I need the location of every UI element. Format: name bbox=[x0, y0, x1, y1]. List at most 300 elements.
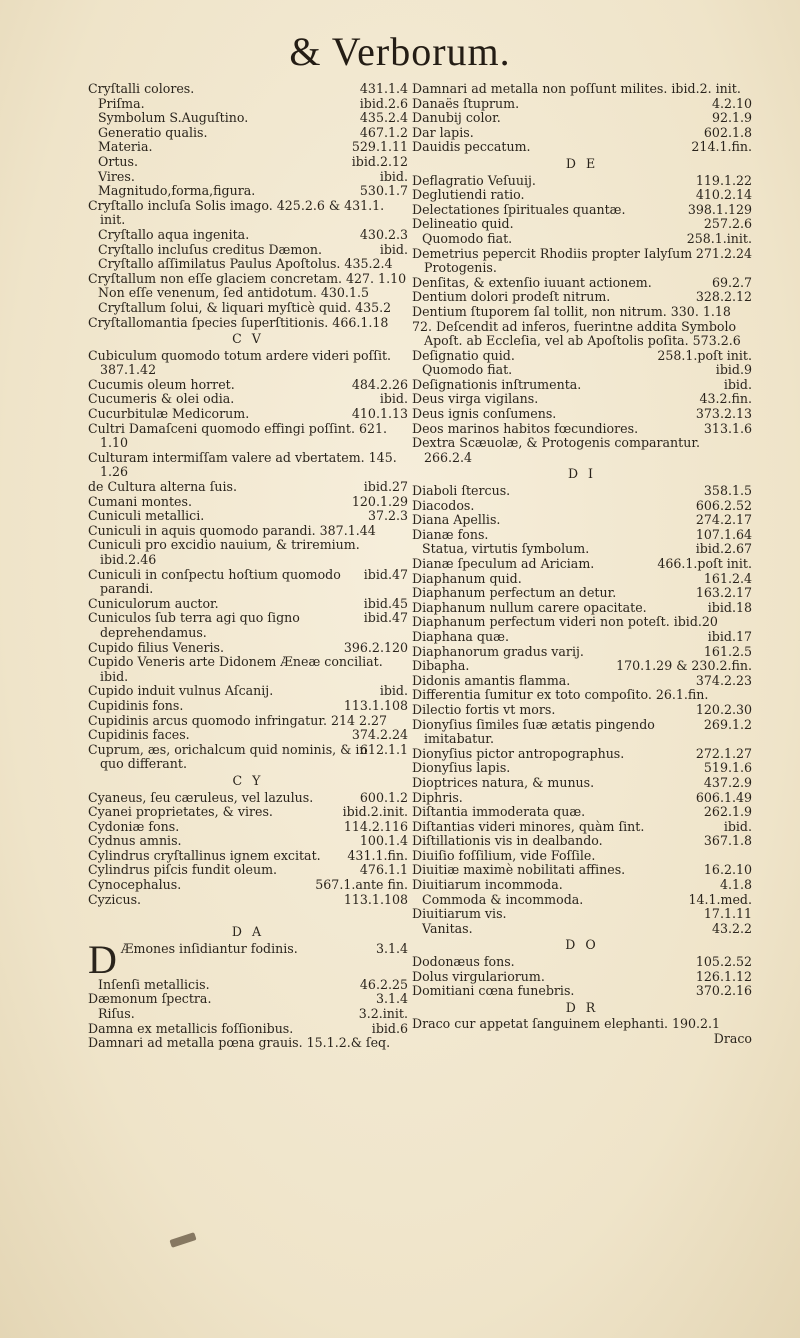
entry-text: Cryſtallo incluſus creditus Dæmon. bbox=[98, 241, 323, 257]
entry-text: Danubij color. bbox=[412, 110, 501, 126]
index-entry bbox=[412, 601, 752, 616]
page-reference: 3.1.4 bbox=[375, 991, 408, 1007]
page-reference: 258.1.init. bbox=[686, 230, 752, 246]
entry-text: Cultri Damaſceni quomodo effingi poſſint. 621. 1.10 bbox=[88, 420, 388, 451]
entry-text: Cryſtallo aqua ingenita. bbox=[98, 226, 250, 242]
entry-text: Cucurbitulæ Medicorum. bbox=[88, 406, 250, 422]
entry-text: Cyzicus. bbox=[88, 891, 142, 907]
page-reference: 272.1.27 bbox=[695, 745, 752, 761]
entry-text: Dianæ fons. bbox=[412, 526, 489, 542]
index-entry bbox=[88, 538, 408, 567]
entry-text: Deos marinos habitos fœcundiores. bbox=[412, 420, 639, 436]
index-entry bbox=[88, 805, 408, 820]
entry-text: Deus virga vigilans. bbox=[412, 391, 539, 407]
entry-text: Deflagratio Veſuuij. bbox=[412, 172, 536, 188]
index-entry bbox=[412, 290, 752, 305]
index-entry bbox=[412, 863, 752, 878]
page-reference: 4.1.8 bbox=[719, 877, 752, 893]
index-entry bbox=[88, 641, 408, 656]
entry-text: Cucumeris & olei odia. bbox=[88, 391, 235, 407]
entry-text: Dionyſius lapis. bbox=[412, 760, 511, 776]
index-entry bbox=[412, 761, 752, 776]
page-reference: 92.1.9 bbox=[711, 110, 752, 126]
entry-text: Ortus. bbox=[98, 153, 138, 169]
index-entry bbox=[412, 659, 752, 674]
index-entry bbox=[412, 436, 752, 465]
index-entry bbox=[88, 699, 408, 714]
entry-text: Symbolum S.Auguſtino. bbox=[98, 110, 249, 126]
index-entry bbox=[88, 655, 408, 684]
entry-text: Cucumis oleum horret. bbox=[88, 376, 235, 392]
page-reference: 3.2.init. bbox=[358, 1006, 408, 1022]
index-entry bbox=[88, 257, 408, 272]
entry-text: Cubiculum quomodo totum ardere videri poſſit. 387.1.42 bbox=[88, 347, 392, 378]
entry-text: Dextra Scæuolæ, & Protogenis comparantur. 266.2.4 bbox=[412, 435, 700, 465]
page-reference: 437.2.9 bbox=[703, 774, 752, 790]
entry-text: Cryſtalli colores. bbox=[88, 81, 195, 96]
page-reference: 374.2.24 bbox=[351, 727, 408, 743]
index-entry bbox=[412, 188, 752, 203]
index-column-right bbox=[412, 82, 752, 1047]
index-entry bbox=[412, 572, 752, 587]
page-reference: 161.2.5 bbox=[703, 643, 752, 659]
index-entry bbox=[412, 955, 752, 970]
index-entry bbox=[88, 936, 408, 982]
index-entry bbox=[88, 863, 408, 878]
page-reference: ibid.2.6 bbox=[359, 95, 408, 111]
index-entry bbox=[412, 970, 752, 985]
entry-text: Vanitas. bbox=[422, 920, 473, 936]
section-letter bbox=[412, 1001, 752, 1016]
entry-text: Diphris. bbox=[412, 789, 463, 805]
page-reference: 530.1.7 bbox=[359, 183, 408, 199]
page-reference: 258.1.poſt init. bbox=[657, 347, 752, 363]
entry-text: Cupidinis faces. bbox=[88, 727, 190, 743]
entry-text: Diacodos. bbox=[412, 497, 475, 513]
entry-text: Dar lapis. bbox=[412, 124, 474, 140]
entry-text: Dentium dolori prodeſt nitrum. bbox=[412, 289, 611, 305]
page-reference: 43.2.2 bbox=[711, 920, 752, 936]
entry-text: Dionyſius ſimiles ſuæ ætatis pingendo imitabatur. bbox=[412, 716, 655, 747]
page-reference: 113.1.108 bbox=[343, 891, 408, 907]
page-reference: 567.1.ante fin. bbox=[315, 877, 408, 893]
index-entry bbox=[412, 776, 752, 791]
entry-text: Cuniculi metallici. bbox=[88, 508, 205, 524]
entry-text: Cryſtallo aſſimilatus Paulus Apoſtolus. 435.2.4 bbox=[98, 256, 393, 272]
page-reference: 17.1.11 bbox=[703, 906, 752, 922]
entry-text: Generatio qualis. bbox=[98, 124, 208, 140]
entry-text: Draco cur appetat ſanguinem elephanti. 190.2.1 bbox=[412, 1016, 721, 1032]
index-entry bbox=[412, 805, 752, 820]
index-entry bbox=[88, 480, 408, 495]
entry-text: Dioptrices natura, & munus. bbox=[412, 774, 595, 790]
ink-stain bbox=[169, 1232, 196, 1248]
entry-text: Diſtantia immoderata quæ. bbox=[412, 804, 586, 820]
entry-text: Diana Apellis. bbox=[412, 512, 501, 528]
page-reference: 271.2.24 bbox=[695, 245, 752, 261]
page-reference: 519.1.6 bbox=[703, 760, 752, 776]
page-reference: 3.1.4 bbox=[375, 940, 408, 956]
index-entry bbox=[88, 820, 408, 835]
entry-text: Diaboli ſtercus. bbox=[412, 483, 511, 499]
index-entry bbox=[412, 407, 752, 422]
index-entry bbox=[412, 97, 752, 112]
page-reference: ibid.17 bbox=[707, 628, 752, 644]
entry-text: Delectationes ſpirituales quantæ. bbox=[412, 201, 626, 217]
page-reference: 466.1.poſt init. bbox=[657, 556, 752, 571]
entry-text: Cumani montes. bbox=[88, 493, 192, 509]
page-reference: ibid.9 bbox=[715, 362, 752, 378]
entry-text: Cuniculos ſub terra agi quo ſigno deprehendamus. bbox=[88, 610, 300, 640]
index-entry bbox=[412, 320, 752, 349]
index-entry bbox=[88, 97, 408, 112]
page-reference: 257.2.6 bbox=[703, 216, 752, 232]
index-entry bbox=[88, 714, 408, 729]
entry-text: Danaës ſtuprum. bbox=[412, 95, 520, 111]
page-reference: 435.2.4 bbox=[359, 110, 408, 126]
page-reference: 358.1.5 bbox=[703, 483, 752, 499]
index-entry bbox=[412, 499, 752, 514]
entry-text: Diaphana quæ. bbox=[412, 628, 509, 644]
entry-text: Diaphanum nullum carere opacitate. bbox=[412, 599, 647, 615]
catchword: Draco bbox=[713, 1031, 752, 1046]
entry-text: Æmones inſidiantur fodinis. bbox=[120, 940, 298, 956]
index-entry bbox=[412, 703, 752, 718]
page-reference: ibid.2.67 bbox=[695, 541, 752, 557]
index-entry bbox=[412, 217, 752, 232]
entry-text: Diſtillationis vis in dealbando. bbox=[412, 833, 603, 849]
page-reference: ibid.27 bbox=[363, 479, 408, 495]
entry-text: Vires. bbox=[98, 168, 135, 184]
index-entry bbox=[88, 301, 408, 316]
page-reference: ibid. bbox=[723, 818, 752, 834]
index-entry bbox=[412, 247, 752, 276]
page-reference: ibid. bbox=[379, 391, 408, 407]
index-entry bbox=[88, 316, 408, 331]
index-entry bbox=[412, 232, 752, 247]
index-entry bbox=[412, 820, 752, 835]
index-entry bbox=[412, 174, 752, 189]
page-reference: 367.1.8 bbox=[703, 833, 752, 849]
index-entry bbox=[412, 907, 752, 922]
index-entry bbox=[88, 199, 408, 228]
index-entry bbox=[412, 111, 752, 126]
entry-text: Dolus virgulariorum. bbox=[412, 968, 545, 984]
index-entry bbox=[412, 484, 752, 499]
index-entry bbox=[88, 286, 408, 301]
index-entry bbox=[88, 140, 408, 155]
index-entry bbox=[88, 568, 408, 597]
page-reference: ibid.47 bbox=[363, 610, 408, 626]
index-entry bbox=[88, 82, 408, 97]
page-reference: 161.2.4 bbox=[703, 570, 752, 586]
entry-text: Cuniculi in aquis quomodo parandi. 387.1.44 bbox=[88, 522, 376, 538]
section-letter: D A bbox=[231, 924, 265, 940]
entry-text: Dibapha. bbox=[412, 658, 470, 674]
index-entry bbox=[88, 243, 408, 258]
index-entry bbox=[88, 849, 408, 864]
index-entry bbox=[88, 597, 408, 612]
index-entry bbox=[412, 674, 752, 689]
index-entry bbox=[412, 126, 752, 141]
index-entry bbox=[412, 834, 752, 849]
entry-text: Magnitudo,forma,figura. bbox=[98, 183, 256, 199]
entry-text: Cydnus amnis. bbox=[88, 833, 182, 849]
entry-text: Delineatio quid. bbox=[412, 216, 514, 232]
entry-text: Deſignatio quid. bbox=[412, 347, 515, 363]
page-reference: ibid. bbox=[379, 168, 408, 184]
page-reference: 100.1.4 bbox=[359, 833, 408, 849]
entry-text: Inſenſi metallicis. bbox=[98, 976, 210, 992]
entry-text: D O bbox=[565, 937, 599, 953]
entry-text: Dodonæus fons. bbox=[412, 954, 515, 970]
drop-cap: D bbox=[88, 936, 117, 982]
index-entry bbox=[412, 276, 752, 291]
index-entry bbox=[412, 849, 752, 864]
entry-text: C Y bbox=[232, 772, 264, 788]
page-reference: 37.2.3 bbox=[367, 508, 408, 524]
page-reference: ibid.2.12 bbox=[351, 153, 408, 169]
index-entry bbox=[88, 155, 408, 170]
entry-text: Cyaneus, ſeu cæruleus, vel lazulus. bbox=[88, 789, 314, 805]
index-entry bbox=[88, 684, 408, 699]
page-reference: 467.1.2 bbox=[359, 124, 408, 140]
index-entry bbox=[412, 645, 752, 660]
entry-text: Cylindrus cryſtallinus ignem excitat. bbox=[88, 847, 321, 863]
index-entry bbox=[88, 451, 408, 480]
entry-text: Cuniculi in conſpectu hoſtium quomodo parandi. bbox=[88, 566, 341, 597]
index-entry bbox=[88, 349, 408, 378]
page-reference: 396.2.120 bbox=[343, 639, 408, 655]
page-reference: 373.2.13 bbox=[695, 406, 752, 422]
page-reference: 274.2.17 bbox=[695, 512, 752, 528]
index-entry bbox=[88, 126, 408, 141]
index-entry bbox=[412, 1017, 752, 1032]
page-header: & Verborum. bbox=[289, 29, 511, 74]
entry-text: Cupido Veneris arte Didonem Æneæ conciliat. ibid. bbox=[88, 654, 383, 684]
page-reference: ibid.2.init. bbox=[342, 804, 408, 820]
index-entry bbox=[412, 878, 752, 893]
page-reference: 119.1.22 bbox=[695, 172, 752, 188]
entry-text: D E bbox=[565, 155, 599, 171]
page-reference: 120.1.29 bbox=[351, 493, 408, 509]
index-entry bbox=[412, 349, 752, 364]
entry-text: Diaphanum quid. bbox=[412, 570, 522, 586]
entry-text: Cupidinis fons. bbox=[88, 697, 184, 713]
page-reference: 170.1.29 & 230.2.fin. bbox=[616, 658, 752, 674]
index-entry bbox=[412, 747, 752, 762]
entry-text: Cryſtallomantia ſpecies ſuperſtitionis. 466.1.18 bbox=[88, 314, 389, 330]
index-column-left bbox=[88, 82, 408, 1051]
index-entry bbox=[88, 495, 408, 510]
entry-text: C V bbox=[232, 331, 264, 347]
index-entry bbox=[412, 718, 752, 747]
page-reference: 410.1.13 bbox=[351, 406, 408, 422]
page-reference: 16.2.10 bbox=[703, 862, 752, 878]
index-entry bbox=[412, 363, 752, 378]
entry-text: Culturam intermiſſam valere ad vbertatem. 145. 1.26 bbox=[88, 449, 397, 480]
index-entry bbox=[88, 524, 408, 539]
entry-text: Damnari ad metalla pœna grauis. 15.1.2.& ſeq. bbox=[88, 1035, 391, 1051]
entry-text: Diaphanum perfectum videri non poteſt. ibid.20 bbox=[412, 614, 718, 630]
page-reference: 398.1.129 bbox=[687, 201, 752, 217]
index-entry bbox=[88, 743, 408, 772]
index-entry bbox=[412, 557, 752, 572]
page-reference: 431.1.fin. bbox=[347, 847, 408, 863]
page-reference: 120.2.30 bbox=[695, 701, 752, 717]
page-reference: 600.1.2 bbox=[359, 789, 408, 805]
index-entry bbox=[412, 630, 752, 645]
index-entry bbox=[412, 893, 752, 908]
page-reference: 114.2.116 bbox=[343, 818, 408, 834]
index-entry bbox=[88, 392, 408, 407]
entry-text: Cuniculi pro excidio nauium, & triremium. ibid.2.46 bbox=[88, 537, 360, 567]
page-reference: 476.1.1 bbox=[359, 862, 408, 878]
page-reference: 374.2.23 bbox=[695, 672, 752, 688]
page-reference: 410.2.14 bbox=[695, 187, 752, 203]
index-entry bbox=[88, 992, 408, 1007]
page-reference: ibid. bbox=[379, 241, 408, 257]
entry-text: Diuitiæ maximè nobilitati affines. bbox=[412, 862, 626, 878]
index-entry bbox=[88, 834, 408, 849]
index-entry bbox=[88, 422, 408, 451]
index-entry bbox=[88, 1007, 408, 1022]
entry-text: Cyanei proprietates, & vires. bbox=[88, 804, 273, 820]
index-entry bbox=[412, 422, 752, 437]
entry-text: Dæmonum ſpectra. bbox=[88, 991, 212, 1007]
index-entry bbox=[412, 513, 752, 528]
index-entry bbox=[412, 140, 752, 155]
entry-text: Deglutiendi ratio. bbox=[412, 187, 525, 203]
index-entry bbox=[412, 203, 752, 218]
index-entry bbox=[88, 228, 408, 243]
page-reference: 107.1.64 bbox=[695, 526, 752, 542]
index-entry bbox=[88, 611, 408, 640]
entry-text: Statua, virtutis ſymbolum. bbox=[422, 541, 590, 557]
entry-text: Dianæ ſpeculum ad Ariciam. bbox=[412, 556, 595, 571]
index-entry bbox=[88, 184, 408, 199]
page-reference: 69.2.7 bbox=[711, 274, 752, 290]
entry-text: Commoda & incommoda. bbox=[422, 891, 584, 907]
entry-text: Diuiſio foſſilium, vide Foſſile. bbox=[412, 847, 596, 863]
entry-text: Cryſtallo incluſa Solis imago. 425.2.6 & 431.1. init. bbox=[88, 197, 385, 228]
index-entry bbox=[88, 878, 408, 893]
page-reference: 313.1.6 bbox=[703, 420, 752, 436]
index-entry bbox=[88, 407, 408, 422]
section-letter bbox=[88, 332, 408, 347]
entry-text: Damna ex metallicis foſſionibus. bbox=[88, 1020, 294, 1036]
index-entry bbox=[412, 528, 752, 543]
entry-text: Cynocephalus. bbox=[88, 877, 182, 893]
page-reference: 262.1.9 bbox=[703, 804, 752, 820]
entry-text: Domitiani cœna funebris. bbox=[412, 983, 575, 999]
entry-text: 72. Deſcendit ad inferos, fuerintne addita Symbolo Apoſt. ab Eccleſia, vel ab Apoſtolis poſita. 573.2.6 bbox=[412, 318, 741, 349]
entry-text: Materia. bbox=[98, 139, 153, 155]
entry-text: Quomodo fiat. bbox=[422, 362, 513, 378]
index-entry bbox=[412, 82, 752, 97]
entry-text: Diuitiarum incommoda. bbox=[412, 877, 563, 893]
index-entry bbox=[88, 1022, 408, 1037]
index-entry bbox=[412, 922, 752, 937]
entry-text: Riſus. bbox=[98, 1006, 135, 1022]
index-entry bbox=[88, 170, 408, 185]
entry-text: Cryſtallum non eſſe glaciem concretam. 427. 1.10 bbox=[88, 270, 407, 286]
page-reference: 105.2.52 bbox=[695, 954, 752, 970]
page-reference: 4.2.10 bbox=[711, 95, 752, 111]
entry-text: Cryſtallum ſolui, & liquari myſticè quid. 435.2 bbox=[98, 299, 392, 315]
page-reference: ibid.18 bbox=[707, 599, 752, 615]
entry-text: Cupido induit vulnus Aſcanij. bbox=[88, 683, 274, 699]
entry-text: Deſignationis inſtrumenta. bbox=[412, 376, 582, 392]
index-entry bbox=[88, 791, 408, 806]
page-reference: 430.2.3 bbox=[359, 226, 408, 242]
index-entry bbox=[412, 615, 752, 630]
page-reference: 43.2.fin. bbox=[699, 391, 752, 407]
index-entry bbox=[412, 984, 752, 999]
index-entry bbox=[412, 688, 752, 703]
entry-text: Didonis amantis flamma. bbox=[412, 672, 571, 688]
index-entry bbox=[412, 542, 752, 557]
index-entry bbox=[88, 1036, 408, 1051]
entry-text: Cylindrus piſcis fundit oleum. bbox=[88, 862, 278, 878]
index-entry bbox=[88, 111, 408, 126]
entry-text: Denſitas, & extenſio iuuant actionem. bbox=[412, 274, 652, 290]
page-reference: ibid. bbox=[723, 376, 752, 392]
index-entry bbox=[88, 509, 408, 524]
entry-text: Cupidinis arcus quomodo infringatur. 214 2.27 bbox=[88, 712, 388, 728]
page-reference: 126.1.12 bbox=[695, 968, 752, 984]
entry-text: D R bbox=[565, 999, 599, 1015]
page-reference: 602.1.8 bbox=[703, 124, 752, 140]
index-entry bbox=[88, 893, 408, 908]
section-letter bbox=[412, 938, 752, 953]
index-entry bbox=[412, 378, 752, 393]
page-reference: 370.2.16 bbox=[695, 983, 752, 999]
entry-text: Quomodo fiat. bbox=[422, 230, 513, 246]
entry-text: Diuitiarum vis. bbox=[412, 906, 507, 922]
entry-text: Cupido filius Veneris. bbox=[88, 639, 224, 655]
entry-text: D I bbox=[567, 466, 597, 482]
index-entry bbox=[412, 791, 752, 806]
entry-text: Cydoniæ fons. bbox=[88, 818, 180, 834]
entry-text: Non eſſe venenum, ſed antidotum. 430.1.5 bbox=[98, 285, 369, 301]
entry-text: Diaphanorum gradus varij. bbox=[412, 643, 584, 659]
section-letter bbox=[412, 157, 752, 172]
page-reference: 529.1.11 bbox=[351, 139, 408, 155]
entry-text: Dilectio fortis vt mors. bbox=[412, 701, 556, 717]
page-reference: 612.1.1 bbox=[359, 741, 408, 757]
index-entry bbox=[88, 272, 408, 287]
entry-text: Differentia ſumitur ex toto compoſito. 26.1.fin. bbox=[412, 687, 709, 703]
section-letter bbox=[412, 467, 752, 482]
entry-text: Deus ignis conſumens. bbox=[412, 406, 557, 422]
entry-text: Dionyſius pictor antropographus. bbox=[412, 745, 625, 761]
entry-text: de Cultura alterna ſuis. bbox=[88, 479, 237, 495]
entry-text: Cuniculorum auctor. bbox=[88, 595, 219, 611]
section-letter bbox=[88, 774, 408, 789]
page-reference: 113.1.108 bbox=[343, 697, 408, 713]
entry-text: Demetrius pepercit Rhodiis propter Ialyſum Protogenis. bbox=[412, 245, 693, 276]
index-entry bbox=[412, 305, 752, 320]
entry-text: Dentium ſtuporem ſal tollit, non nitrum. 330. 1.18 bbox=[412, 303, 731, 319]
page-reference: 14.1.med. bbox=[688, 891, 752, 907]
page-reference: 606.2.52 bbox=[695, 497, 752, 513]
entry-text: Dauidis peccatum. bbox=[412, 139, 531, 155]
page-reference: 163.2.17 bbox=[695, 585, 752, 601]
page-reference: ibid.45 bbox=[363, 595, 408, 611]
index-entry bbox=[88, 728, 408, 743]
index-entry bbox=[412, 392, 752, 407]
